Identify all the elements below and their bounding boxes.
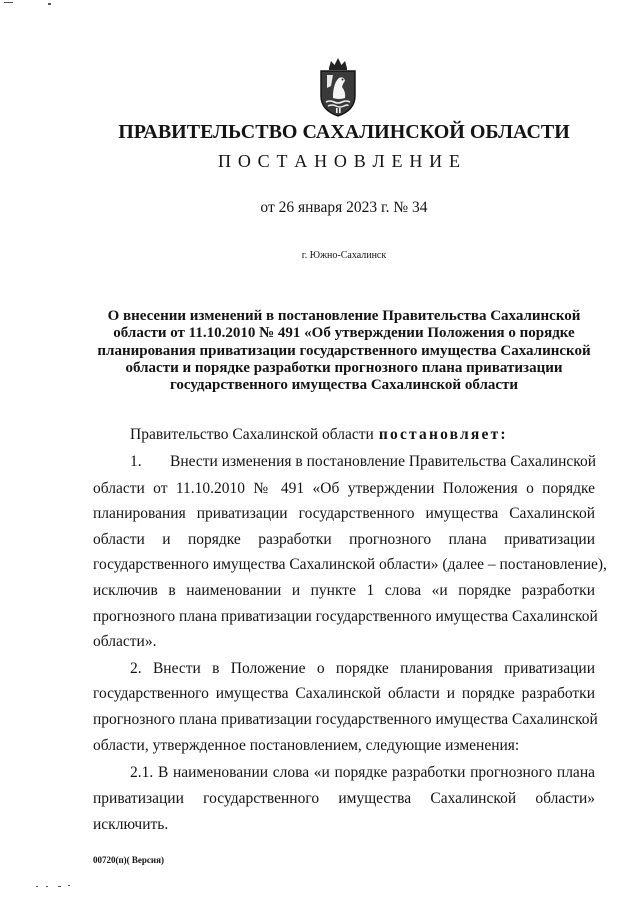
paragraph-line: исключить. [93,816,169,833]
scan-mark [48,3,51,5]
document-code: 00720(п)( Версия) [93,855,164,865]
paragraph-line: государственного имущества Сахалинской области» (далее – постановление), [93,556,607,573]
paragraph-line: области». [93,633,157,650]
scan-mark [46,886,48,887]
paragraph-line: приватизации государственного имущества Сахалинской области» [93,790,595,807]
document-type: П О С Т А Н О В Л Е Н И Е [218,151,460,171]
coat-of-arms-icon [317,56,359,118]
scan-mark [58,886,61,887]
paragraph-line: 2.1. В наименовании слова «и порядке разработки прогнозного плана [130,764,595,781]
paragraph-line: исключив в наименовании и пункте 1 слова «и порядке разработки [93,582,595,599]
scan-mark [68,885,70,886]
date-and-number: от 26 января 2023 г. № 34 [260,199,428,216]
intro-text: Правительство Сахалинской области [130,426,374,443]
paragraph-line: области и порядке разработки прогнозного плана приватизации [93,531,595,548]
intro-verb: постановляет: [378,426,508,443]
paragraph-line: 2. Внести в Положение о порядке планирования приватизации [130,660,595,677]
paragraph-line: области от 11.10.2010 № 491 «Об утверждении Положения о порядке [93,480,595,497]
title-line: планирования приватизации государственного имущества Сахалинской [97,343,591,359]
paragraph-line: прогнозного плана приватизации государственного имущества Сахалинской [93,608,598,625]
scan-mark [4,2,13,3]
paragraph-line: государственного имущества Сахалинской области и порядке разработки [93,685,595,702]
paragraph-line: Внести изменения в постановление Правительства Сахалинской [170,453,597,470]
paragraph-line: прогнозного плана приватизации государственного имущества Сахалинской [93,711,598,728]
paragraph-line: планирования приватизации государственного имущества Сахалинской [93,505,595,522]
paragraph-number: 1. [130,453,142,470]
title-line: области от 11.10.2010 № 491 «Об утверждении Положения о порядке [113,325,575,341]
title-line: О внесении изменений в постановление Правительства Сахалинской [107,308,581,324]
title-line: области и порядке разработки прогнозного плана приватизации [125,360,563,376]
organization-heading: ПРАВИТЕЛЬСТВО САХАЛИНСКОЙ ОБЛАСТИ [118,121,570,143]
title-line: государственного имущества Сахалинской области [169,377,519,393]
intro-line [130,425,508,445]
scan-mark [36,886,38,887]
paragraph-line: области, утвержденное постановлением, следующие изменения: [93,737,520,754]
city-label: г. Южно-Сахалинск [301,250,387,261]
